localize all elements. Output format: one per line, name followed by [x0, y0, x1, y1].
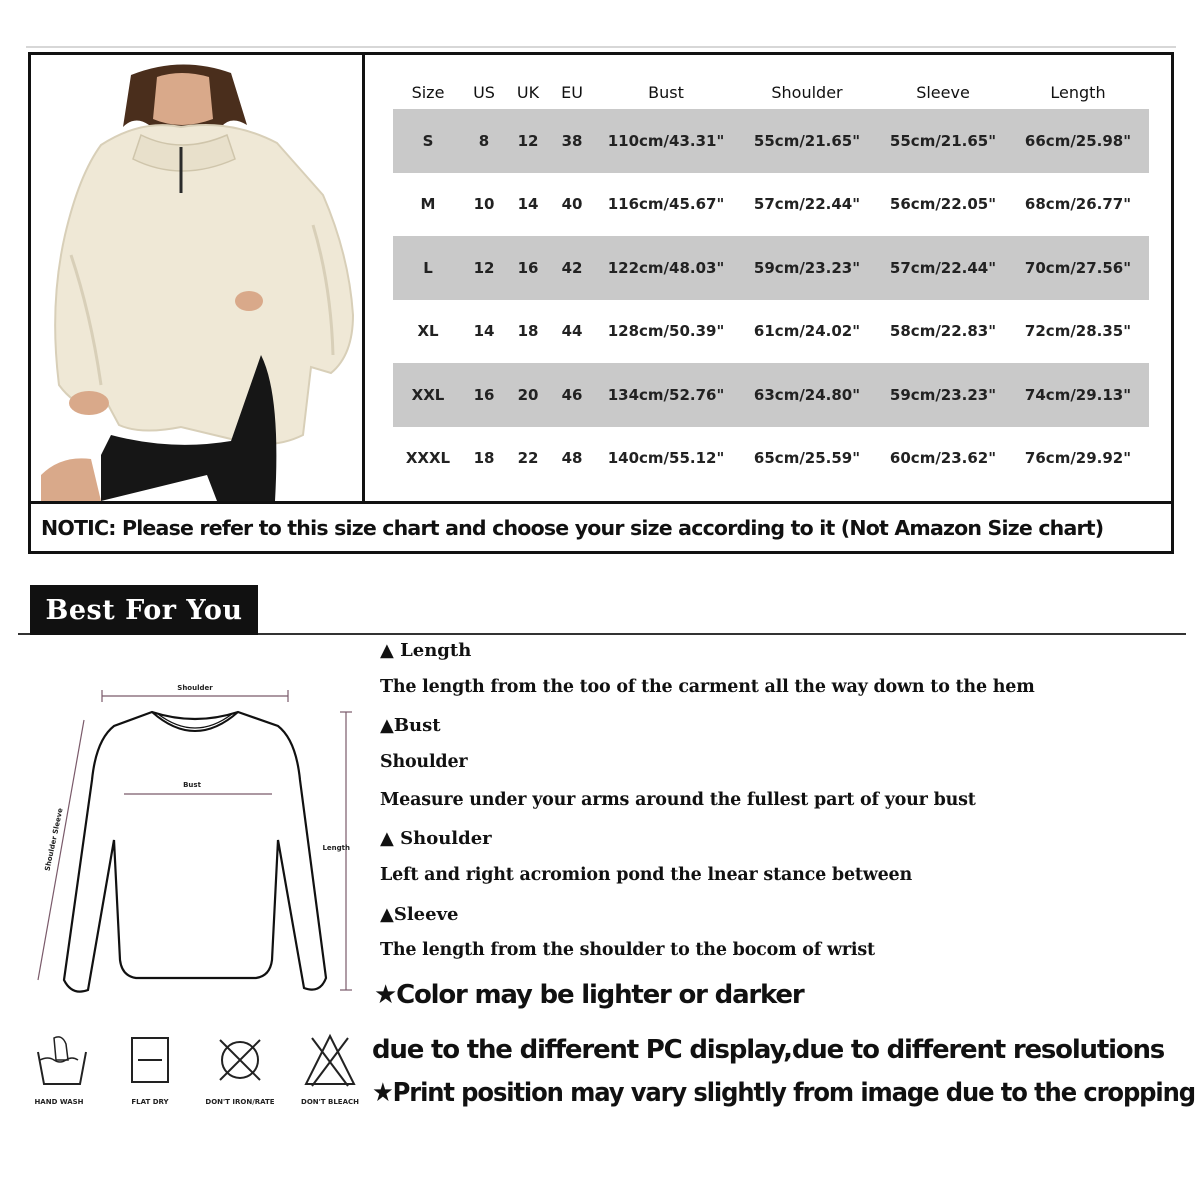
table-row [393, 363, 1149, 427]
cell-eu: 40 [561, 195, 583, 214]
bust-label: Bust [183, 781, 201, 789]
header-uk: UK [516, 82, 540, 102]
cell-uk: 16 [517, 258, 539, 277]
header-size: Size [411, 82, 445, 102]
model-photo-illustration [31, 55, 365, 501]
header-bust: Bust [648, 82, 684, 102]
cell-sleeve: 56cm/22.05" [889, 195, 997, 214]
sleeve-heading: ▲Sleeve [380, 904, 459, 925]
cell-sleeve: 58cm/22.83" [889, 322, 997, 341]
cell-bust: 128cm/50.39" [607, 322, 725, 341]
header-eu: EU [561, 82, 583, 102]
cell-length: 68cm/26.77" [1024, 195, 1132, 214]
cell-length: 76cm/29.92" [1024, 449, 1132, 468]
notice-text: NOTIC: Please refer to this size chart and choose your size according to it (Not Amazon Size chart) [41, 515, 1104, 540]
cell-sleeve: 55cm/21.65" [889, 131, 997, 150]
cell-us: 16 [473, 385, 495, 404]
size-table-header [393, 75, 1149, 109]
cell-shoulder: 57cm/22.44" [753, 195, 861, 214]
table-row [393, 300, 1149, 364]
sleeve-dimension-line [38, 720, 84, 980]
header-us: US [473, 82, 495, 102]
cell-bust: 122cm/48.03" [607, 258, 725, 277]
cell-size: S [422, 131, 434, 150]
shoulder-heading: ▲ Shoulder [380, 828, 492, 849]
cell-eu: 44 [561, 322, 583, 341]
banner-title: Best For You [45, 594, 243, 626]
cell-sleeve: 60cm/23.62" [889, 449, 997, 468]
size-chart-frame [28, 52, 1174, 554]
cell-us: 12 [473, 258, 495, 277]
length-heading: ▲ Length [380, 640, 472, 661]
cell-us: 8 [478, 131, 490, 150]
measurement-diagram [20, 660, 370, 1020]
do-not-iron-icon [210, 1030, 270, 1090]
cell-uk: 14 [517, 195, 539, 214]
do-not-iron-label: DON'T IRON/RATE [205, 1098, 275, 1106]
cell-bust: 116cm/45.67" [607, 195, 725, 214]
cell-eu: 46 [561, 385, 583, 404]
cell-us: 10 [473, 195, 495, 214]
cell-size: XL [417, 322, 439, 341]
cell-sleeve: 57cm/22.44" [889, 258, 997, 277]
color-note: ★Color may be lighter or darker [374, 980, 804, 1010]
cell-shoulder: 61cm/24.02" [753, 322, 861, 341]
cell-eu: 48 [561, 449, 583, 468]
size-table-cell [365, 55, 1171, 501]
cell-eu: 38 [561, 131, 583, 150]
shoulder-label: Shoulder [177, 684, 213, 692]
cell-size: L [423, 258, 433, 277]
cell-size: M [420, 195, 436, 214]
bust-description: Measure under your arms around the fullest part of your bust [380, 790, 976, 810]
sleeve-description: The length from the shoulder to the bocom of wrist [380, 940, 875, 960]
cell-shoulder: 65cm/25.59" [753, 449, 861, 468]
display-note: due to the different PC display,due to different resolutions [372, 1035, 1165, 1065]
top-rule [26, 46, 1176, 48]
cell-sleeve: 59cm/23.23" [889, 385, 997, 404]
hand-wash-icon [32, 1030, 92, 1090]
cell-length: 66cm/25.98" [1024, 131, 1132, 150]
size-table [393, 75, 1149, 490]
cell-uk: 18 [517, 322, 539, 341]
do-not-bleach-icon [300, 1030, 360, 1090]
do-not-bleach-label: DON'T BLEACH [301, 1098, 359, 1106]
table-row [393, 427, 1149, 491]
table-row [393, 109, 1149, 173]
cell-us: 14 [473, 322, 495, 341]
cell-shoulder: 63cm/24.80" [753, 385, 861, 404]
table-row [393, 236, 1149, 300]
cell-shoulder: 59cm/23.23" [753, 258, 861, 277]
sleeve-label: Shoulder Sleeve [43, 807, 65, 872]
cell-bust: 110cm/43.31" [607, 131, 725, 150]
cell-bust: 134cm/52.76" [607, 385, 725, 404]
cell-uk: 22 [517, 449, 539, 468]
shoulder-description: Left and right acromion pond the lnear stance between [380, 865, 913, 885]
cell-size: XXXL [405, 449, 451, 468]
bust-subheading: Shoulder [380, 752, 468, 772]
cell-us: 18 [473, 449, 495, 468]
best-for-you-banner [30, 585, 258, 635]
print-position-note: ★Print position may vary slightly from image due to the cropping [372, 1078, 1195, 1108]
flat-dry-label: FLAT DRY [131, 1098, 169, 1106]
length-label: Length [322, 844, 350, 852]
header-length: Length [1050, 82, 1106, 102]
product-photo [31, 55, 365, 501]
bust-heading: ▲Bust [380, 715, 441, 736]
length-description: The length from the too of the carment all the way down to the hem [380, 677, 1035, 697]
cell-length: 72cm/28.35" [1024, 322, 1132, 341]
header-shoulder: Shoulder [771, 82, 843, 102]
table-row [393, 173, 1149, 237]
sweater-outline [64, 712, 326, 992]
flat-dry-icon [120, 1030, 180, 1090]
size-chart-notice [31, 501, 1171, 551]
cell-uk: 12 [517, 131, 539, 150]
cell-length: 74cm/29.13" [1024, 385, 1132, 404]
cell-uk: 20 [517, 385, 539, 404]
cell-size: XXL [411, 385, 445, 404]
header-sleeve: Sleeve [916, 82, 970, 102]
cell-length: 70cm/27.56" [1024, 258, 1132, 277]
cell-eu: 42 [561, 258, 583, 277]
cell-shoulder: 55cm/21.65" [753, 131, 861, 150]
hand-wash-label: HAND WASH [34, 1098, 84, 1106]
cell-bust: 140cm/55.12" [607, 449, 725, 468]
